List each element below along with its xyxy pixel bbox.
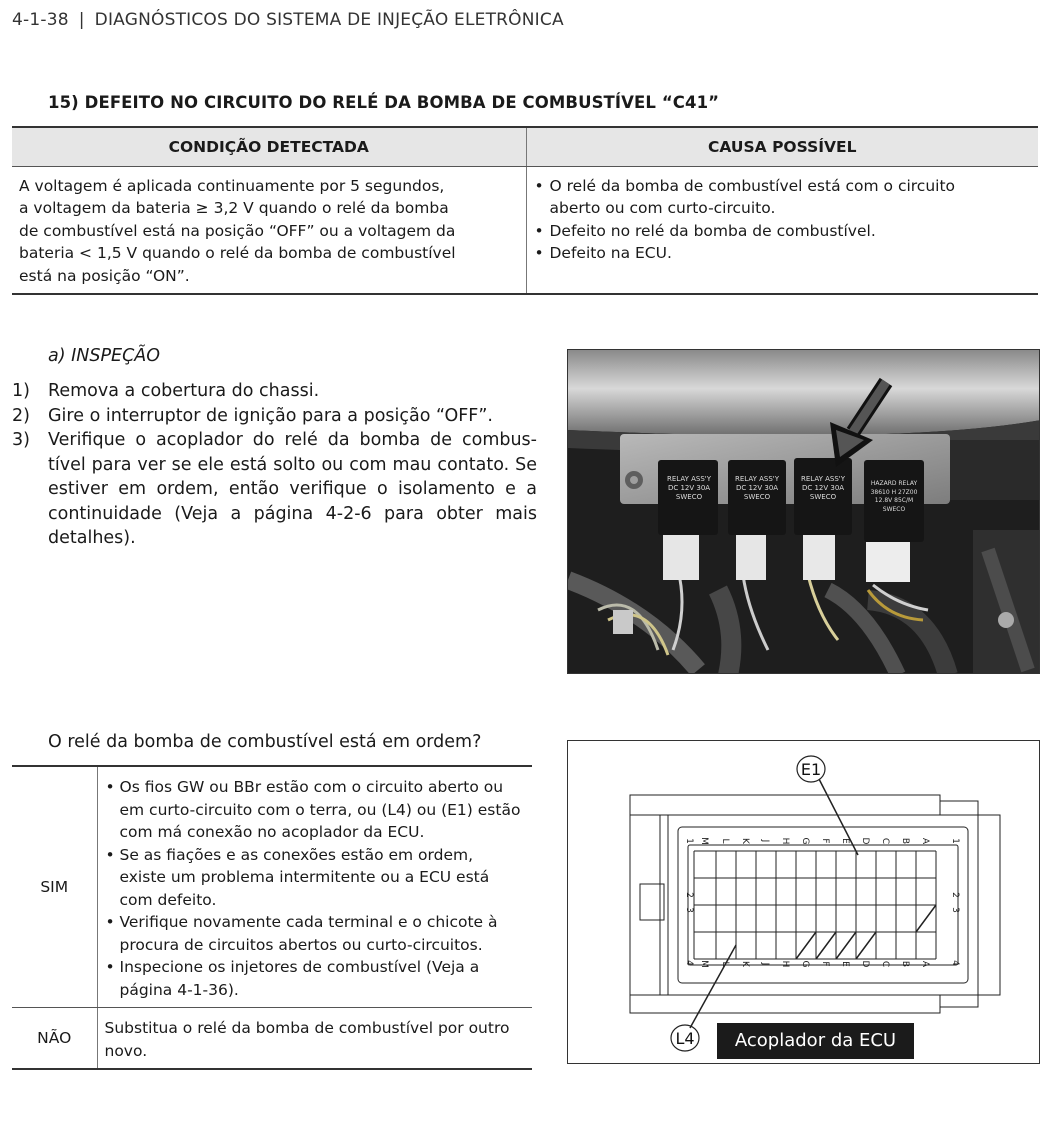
page-number: 4-1-38: [12, 10, 69, 30]
row-number: 1: [950, 838, 960, 844]
relay-photo: [567, 349, 1040, 674]
relay-photo-drawing: [568, 350, 1040, 674]
section-title: 15) DEFEITO NO CIRCUITO DO RELÉ DA BOMBA DE COMBUSTÍVEL “C41”: [48, 93, 720, 112]
column-letter: E: [840, 961, 850, 967]
condition-table: [12, 126, 1038, 295]
relay-label: [795, 475, 851, 502]
column-letter: B: [900, 837, 910, 845]
relay-label-line: SWECO: [675, 493, 703, 501]
yes-item: • Se as fiações e as conexões estão em ordem, existe um problema intermitente ou a ECU está com defeito.: [105, 844, 525, 912]
column-letter: B: [900, 960, 910, 968]
relay-label-line: DC 12V 30A: [801, 484, 845, 492]
column-letter: H: [780, 837, 790, 845]
condition-line: A voltagem é aplicada continuamente por 5 segundos,: [19, 176, 445, 195]
relay-label-line: SWECO: [743, 493, 771, 501]
ecu-coupler-drawing: [568, 741, 1039, 1063]
column-letter: J: [760, 962, 770, 966]
column-letter: A: [920, 837, 930, 845]
column-letter: F: [820, 838, 830, 844]
step-item: [12, 404, 537, 429]
step-text: Remova a cobertura do chassi.: [48, 381, 320, 401]
cause-header: CAUSA POSSÍVEL: [526, 127, 1038, 166]
row-number: 1: [684, 838, 694, 844]
step-number: 1): [12, 381, 30, 401]
callout-l4: L4: [675, 1029, 695, 1048]
yes-item: • Verifique novamente cada terminal e o chicote à procura de circuitos abertos ou curto-circuitos.: [105, 911, 525, 956]
row-number: 4: [684, 960, 694, 966]
row-number: 2: [950, 892, 960, 898]
no-label: NÃO: [12, 1008, 97, 1070]
relay-label-line: 38610 H 27Z00: [870, 488, 918, 496]
answer-table: [12, 765, 532, 1070]
step-item: [12, 379, 537, 404]
yes-item: • Os fios GW ou BBr estão com o circuito aberto ou em curto-circuito com o terra, ou (L4) ou (E1) estão com má conexão no acoplador da ECU.: [105, 776, 525, 844]
relay-label: [729, 475, 785, 502]
inspection-steps: [12, 379, 537, 551]
column-letter: K: [740, 838, 750, 844]
relay-label: [865, 480, 923, 514]
callout-e1: E1: [800, 760, 822, 779]
column-letter: D: [860, 960, 870, 968]
cause-item: • O relé da bomba de combustível está com o circuito aberto ou com curto-circuito.: [534, 175, 1031, 220]
step-item: [12, 428, 537, 551]
question-text: O relé da bomba de combustível está em ordem?: [48, 732, 482, 752]
page-header: [12, 10, 564, 30]
row-number: 4: [950, 960, 960, 966]
yes-label: SIM: [12, 766, 97, 1008]
header-separator: |: [78, 10, 85, 30]
column-letter: G: [800, 960, 810, 968]
column-letter: D: [860, 837, 870, 845]
relay-label-line: RELAY ASS'Y: [667, 475, 711, 483]
relay-label: [660, 475, 718, 502]
column-letter: K: [740, 961, 750, 967]
condition-line: bateria < 1,5 V quando o relé da bomba de combustível: [19, 244, 456, 262]
relay-label-line: DC 12V 30A: [667, 484, 711, 492]
step-text: Verifique o acoplador do relé da bomba de combus-tível para ver se ele está solto ou com mau contato. Se estiver em ordem, então verifique o isolamento e a continuidade (Veja a página 4-2-6 para obter mais detalhes).: [48, 430, 537, 548]
step-text: Gire o interruptor de ignição para a posição “OFF”.: [48, 405, 493, 426]
column-letter: M: [699, 837, 709, 845]
cause-item: • Defeito na ECU.: [534, 242, 1031, 265]
inspection-title: a) INSPEÇÃO: [48, 346, 161, 366]
cause-item: • Defeito no relé da bomba de combustível.: [534, 220, 1031, 243]
condition-line: está na posição “ON”.: [19, 266, 190, 285]
relay-label-line: RELAY ASS'Y: [735, 475, 779, 483]
row-number: 3: [684, 907, 694, 913]
column-letter: C: [880, 960, 890, 968]
chapter-title: DIAGNÓSTICOS DO SISTEMA DE INJEÇÃO ELETRÔNICA: [94, 10, 564, 30]
relay-label-line: SWECO: [809, 493, 837, 501]
condition-line: de combustível está na posição “OFF” ou a voltagem da: [19, 221, 456, 240]
column-letter: H: [780, 960, 790, 968]
column-letter: M: [699, 960, 709, 968]
relay-label-line: HAZARD RELAY: [870, 480, 918, 487]
relay-label-line: DC 12V 30A: [735, 484, 779, 492]
row-number: 3: [950, 907, 960, 913]
column-letter: G: [800, 837, 810, 845]
step-number: 2): [12, 405, 30, 426]
step-number: 3): [12, 430, 30, 450]
column-letter: J: [760, 839, 770, 843]
column-letter: C: [880, 837, 890, 845]
relay-label-line: 12.8V 85C/M: [874, 497, 914, 504]
condition-line: a voltagem da bateria ≥ 3,2 V quando o relé da bomba: [19, 199, 449, 217]
cause-cell: [526, 166, 1038, 294]
column-letter: L: [720, 838, 730, 844]
column-letter: F: [820, 961, 830, 967]
yes-cell: [97, 766, 532, 1008]
column-letter: L: [720, 961, 730, 967]
diagram-caption: Acoplador da ECU: [717, 1023, 914, 1059]
column-letter: A: [920, 960, 930, 968]
yes-item: • Inspecione os injetores de combustível (Veja a página 4-1-36).: [105, 956, 525, 1001]
ecu-coupler-diagram: [567, 740, 1040, 1064]
condition-cell: [12, 166, 526, 294]
condition-header: CONDIÇÃO DETECTADA: [12, 127, 526, 166]
column-letter: E: [840, 838, 850, 844]
no-text: Substitua o relé da bomba de combustível por outro novo.: [97, 1008, 532, 1070]
row-number: 2: [684, 892, 694, 898]
relay-label-line: SWECO: [882, 505, 906, 513]
relay-label-line: RELAY ASS'Y: [801, 475, 845, 483]
